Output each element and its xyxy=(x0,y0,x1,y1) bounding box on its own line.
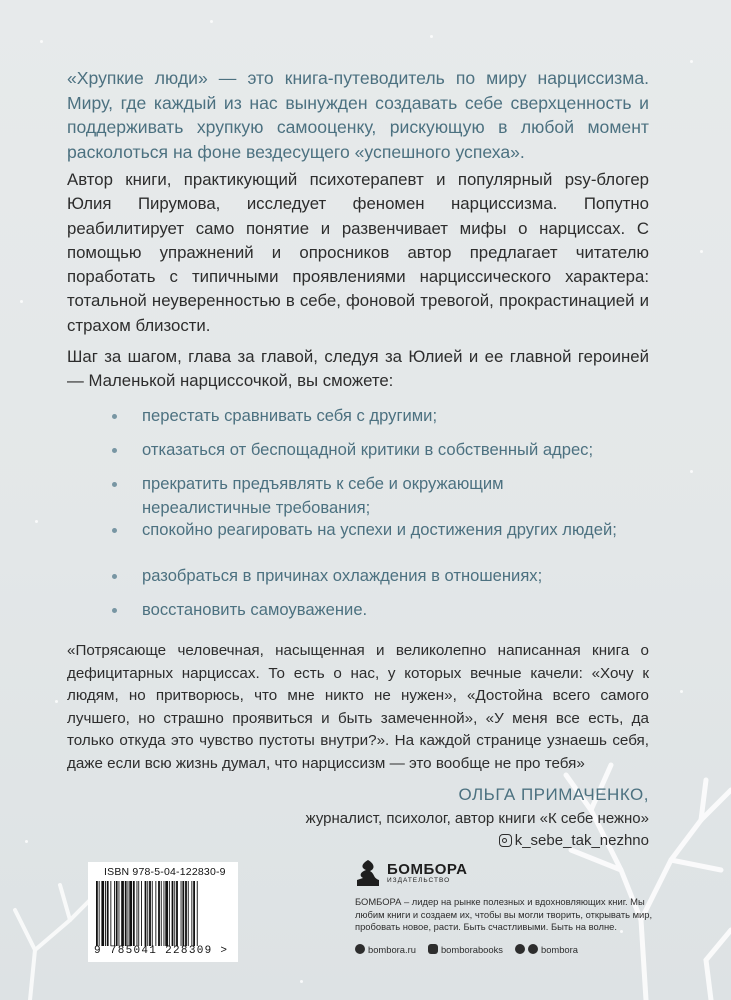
list-item-text: восстановить самоуважение. xyxy=(142,600,368,619)
list-item-text: спокойно реагировать на успехи и достижения других людей; xyxy=(142,520,617,539)
barcode-bar xyxy=(141,881,142,946)
barcode-bar xyxy=(158,881,160,946)
barcode-bar xyxy=(114,881,115,946)
barcode-bar xyxy=(164,881,165,946)
list-item xyxy=(142,598,632,622)
barcode-bar xyxy=(133,881,135,946)
social-link[interactable] xyxy=(428,944,503,955)
barcode-bar xyxy=(172,881,174,946)
website-link[interactable] xyxy=(355,944,416,955)
list-item xyxy=(142,472,632,520)
publisher-links xyxy=(355,944,655,955)
social-link-text: bomborabooks xyxy=(440,943,503,955)
barcode-bar xyxy=(99,881,100,946)
list-item xyxy=(142,438,632,462)
website-link-text: bombora.ru xyxy=(368,943,416,955)
bullet-icon xyxy=(112,414,117,419)
bullet-icon xyxy=(112,448,117,453)
barcode-bar xyxy=(105,881,106,946)
messenger-link-text: bombora xyxy=(540,943,578,955)
bullet-icon xyxy=(112,608,117,613)
bullet-icon xyxy=(112,528,117,533)
review-quote: «Потрясающе человечная, насыщенная и великолепно написанная книга о дефицитарных нарциссах. То есть о нас, у которых вечные качели: «Хочу к людям, но притворюсь, что мне никто не нужен», «Достойна всего самого лучшего, но страшно проявиться и быть замеченной», «У меня все есть, да только откуда это чувство пустоты внутри?». На каждой странице узнаешь себя, даже если всю жизнь думал, что нарциссизм — это вообще не про тебя» xyxy=(67,642,649,772)
lead-in-paragraph: Шаг за шагом, глава за главой, следуя за Юлией и ее главной героиней — Маленькой нарциссочкой, вы сможете: xyxy=(67,347,649,391)
barcode-bar xyxy=(181,881,182,946)
barcode-bar xyxy=(119,881,120,946)
barcode-bar xyxy=(137,881,138,946)
list-item xyxy=(142,564,632,588)
intro-paragraph: «Хрупкие люди» — это книга-путеводитель по миру нарциссизма. Миру, где каждый из нас вынужден создавать себе сверхценность и поддерживать хрупкую самооценку, рискующую в любой момент расколоться на фоне вездесущего «успешного успеха». xyxy=(67,68,649,162)
barcode-bar xyxy=(129,881,132,946)
publisher-subtitle: ИЗДАТЕЛЬСТВО xyxy=(387,876,451,884)
barcode-bar xyxy=(155,881,156,946)
vk-icon xyxy=(515,944,525,954)
bullet-icon xyxy=(112,482,117,487)
barcode-bar xyxy=(116,881,118,946)
barcode-bar xyxy=(125,881,127,946)
barcode-bar xyxy=(149,881,151,946)
barcode-bar xyxy=(176,881,178,946)
publisher-name: БОМБОРА xyxy=(387,860,468,878)
messenger-link[interactable] xyxy=(515,944,578,955)
list-item xyxy=(142,404,632,428)
barcode-bar xyxy=(110,881,111,946)
barcode-bar xyxy=(161,881,162,946)
isbn-barcode-block xyxy=(88,862,238,962)
barcode-bar xyxy=(101,881,104,946)
barcode-bar xyxy=(197,881,198,946)
barcode-bar xyxy=(174,881,175,946)
publisher-description: БОМБОРА – лидер на рынке полезных и вдохновляющих книг. Мы любим книги и создаем их, чтобы вы могли творить, открывать мир, пробовать новое, расти. Быть счастливыми. Быть на волне. xyxy=(355,896,653,932)
publisher-block xyxy=(355,858,655,955)
barcode-bar xyxy=(193,881,195,946)
list-item xyxy=(142,518,632,542)
barcode-bar xyxy=(182,881,184,946)
list-item-text: перестать сравнивать себя с другими; xyxy=(142,406,438,425)
instagram-handle: k_sebe_tak_nezhno xyxy=(514,832,649,849)
publisher-logo xyxy=(355,858,655,888)
reviewer-role: журналист, психолог, автор книги «К себе нежно» xyxy=(305,810,649,827)
barcode-number: 9 785041 228309 > xyxy=(94,945,229,957)
barcode-bar xyxy=(138,881,139,946)
barcode-bar xyxy=(128,881,129,946)
bullet-icon xyxy=(112,574,117,579)
reviewer-instagram[interactable] xyxy=(499,832,649,849)
list-item-text: прекратить предъявлять к себе и окружающим нереалистичные требования; xyxy=(142,474,504,517)
barcode-bar xyxy=(152,881,153,946)
barcode-bar xyxy=(121,881,124,946)
barcode-bar xyxy=(107,881,109,946)
publisher-mark-icon xyxy=(355,858,381,888)
description-paragraph: Автор книги, практикующий психотерапевт и популярный psy-блогер Юлия Пирумова, исследует феномен нарциссизма. Попутно реабилитирует само понятие и развенчивает мифы о нарциссах. С помощью упражнений и опросников автор предлагает читателю поработать с типичными проявлениями нарциссического характера: тотальной неуверенностью в себе, фоновой тревогой, прокрастинацией и страхом близости. xyxy=(67,170,649,335)
barcode-bar xyxy=(169,881,170,946)
telegram-icon xyxy=(528,944,538,954)
barcode-bar xyxy=(147,881,148,946)
globe-icon xyxy=(355,944,365,954)
instagram-icon xyxy=(499,834,512,847)
barcode-bar xyxy=(191,881,192,946)
barcode-bar xyxy=(185,881,187,946)
instagram-icon xyxy=(428,944,438,954)
barcode-bar xyxy=(188,881,189,946)
barcode-bar xyxy=(96,881,98,946)
list-item-text: разобраться в причинах охлаждения в отношениях; xyxy=(142,566,543,585)
list-item-text: отказаться от беспощадной критики в собственный адрес; xyxy=(142,440,594,459)
barcode-bar xyxy=(145,881,147,946)
barcode xyxy=(94,881,230,946)
barcode-bar xyxy=(165,881,168,946)
reviewer-name: ОЛЬГА ПРИМАЧЕНКО, xyxy=(458,785,649,804)
isbn-label: ISBN 978-5-04-122830-9 xyxy=(104,866,226,878)
